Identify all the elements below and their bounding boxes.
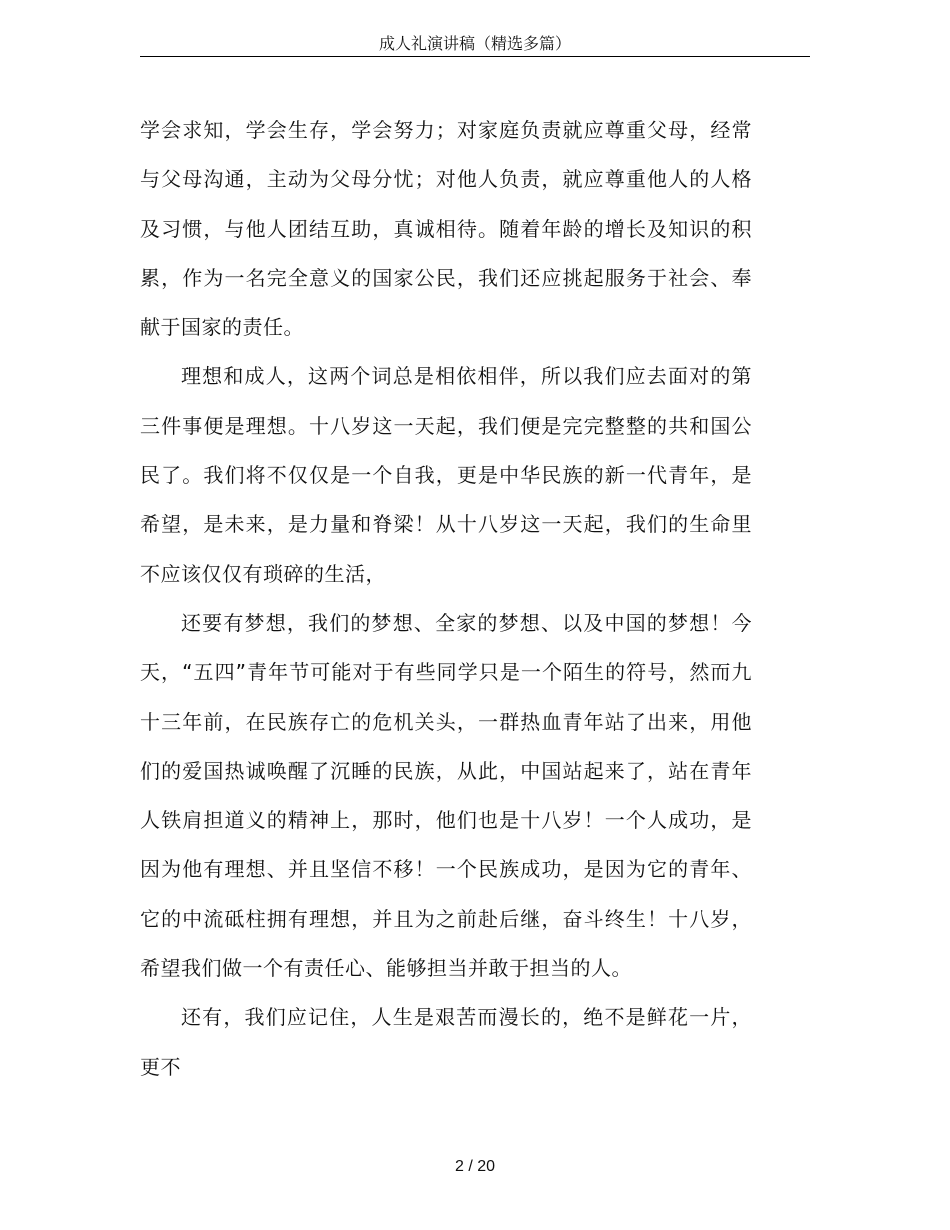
- header-divider: [140, 56, 810, 57]
- paragraph-4: 还有，我们应记住，人生是艰苦而漫长的，绝不是鲜花一片，更不: [140, 1005, 752, 1079]
- body-text: [140, 106, 752, 1092]
- paragraph-3: 还要有梦想，我们的梦想、全家的梦想、以及中国的梦想！今天，“五四”青年节可能对于有些同学只是一个陌生的符号，然而九十三年前，在民族存亡的危机关头，一群热血青年站了出来，用他们的爱国热诚唤醒了沉睡的民族，从此，中国站起来了，站在青年人铁肩担道义的精神上，那时，他们也是十八岁！一个人成功，是因为他有理想、并且坚信不移！一个民族成功，是因为它的青年、它的中流砥柱拥有理想，并且为之前赴后继，奋斗终生！十八岁，希望我们做一个有责任心、能够担当并敢于担当的人。: [140, 610, 752, 981]
- paragraph-1: 学会求知，学会生存，学会努力；对家庭负责就应尊重父母，经常与父母沟通，主动为父母分忧；对他人负责，就应尊重他人的人格及习惯，与他人团结互助，真诚相待。随着年龄的增长及知识的积累，作为一名完全意义的国家公民，我们还应挑起服务于社会、奉献于国家的责任。: [140, 118, 752, 340]
- paragraph-2: 理想和成人，这两个词总是相依相伴，所以我们应去面对的第三件事便是理想。十八岁这一天起，我们便是完完整整的共和国公民了。我们将不仅仅是一个自我，更是中华民族的新一代青年，是希望，是未来，是力量和脊梁！从十八岁这一天起，我们的生命里不应该仅仅有琐碎的生活，: [140, 364, 752, 586]
- page-number: 2 / 20: [454, 1158, 496, 1175]
- running-header-title: 成人礼演讲稿（精选多篇）: [378, 34, 571, 53]
